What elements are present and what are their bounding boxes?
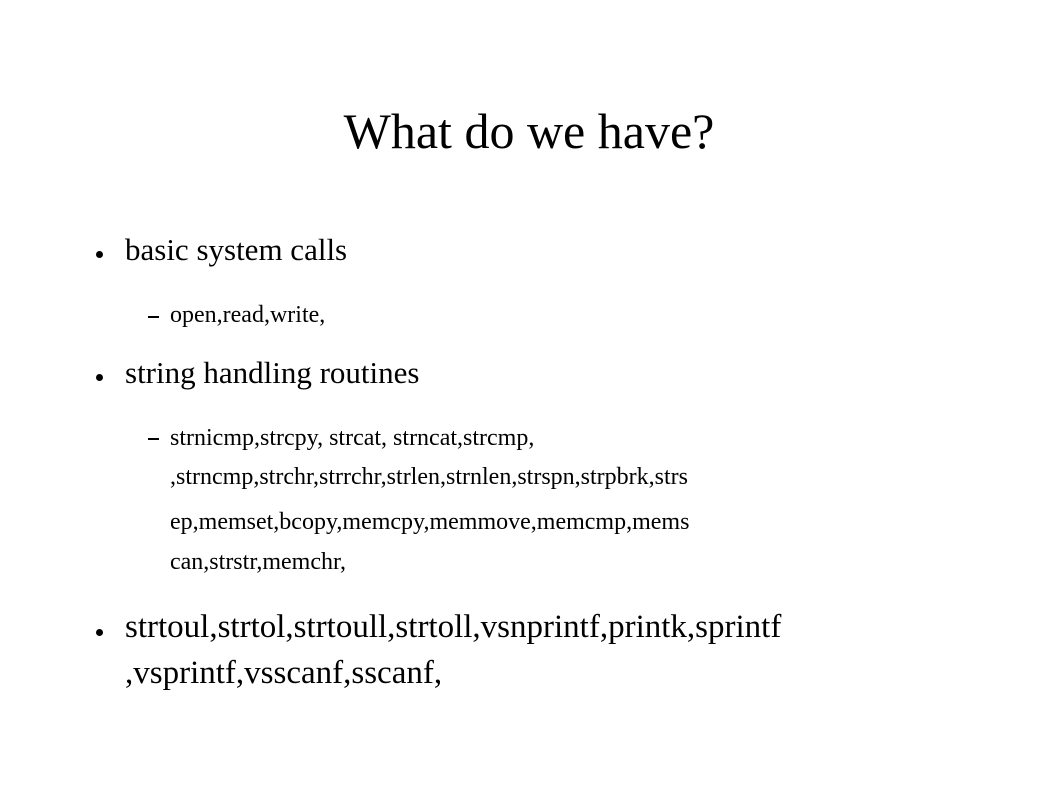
dash-marker — [148, 438, 159, 440]
sub-bullet-string-line-1: strnicmp,strcpy, strcat, strncat,strcmp, — [170, 425, 535, 451]
bullet-dot — [96, 374, 103, 381]
sub-bullet-string-line-2: ,strncmp,strchr,strrchr,strlen,strnlen,strspn,strpbrk,strs — [170, 464, 688, 490]
slide-title: What do we have? — [343, 103, 715, 159]
dash-marker — [148, 316, 159, 318]
sub-bullet-string-line-3: ep,memset,bcopy,memcpy,memmove,memcmp,mems — [170, 509, 690, 535]
bullet-conversion-line-2: ,vsprintf,vsscanf,sscanf, — [125, 655, 443, 691]
bullet-conversion-line-1: strtoul,strtol,strtoull,strtoll,vsnprintf,printk,sprintf — [125, 609, 782, 645]
sub-bullet-string-line-4: can,strstr,memchr, — [170, 549, 347, 575]
bullet-basic-system-calls: basic system calls — [125, 232, 348, 267]
bullet-string-handling: string handling routines — [125, 355, 420, 390]
bullet-dot — [96, 629, 103, 636]
bullet-dot — [96, 251, 103, 258]
sub-bullet-system-calls: open,read,write, — [170, 302, 326, 328]
